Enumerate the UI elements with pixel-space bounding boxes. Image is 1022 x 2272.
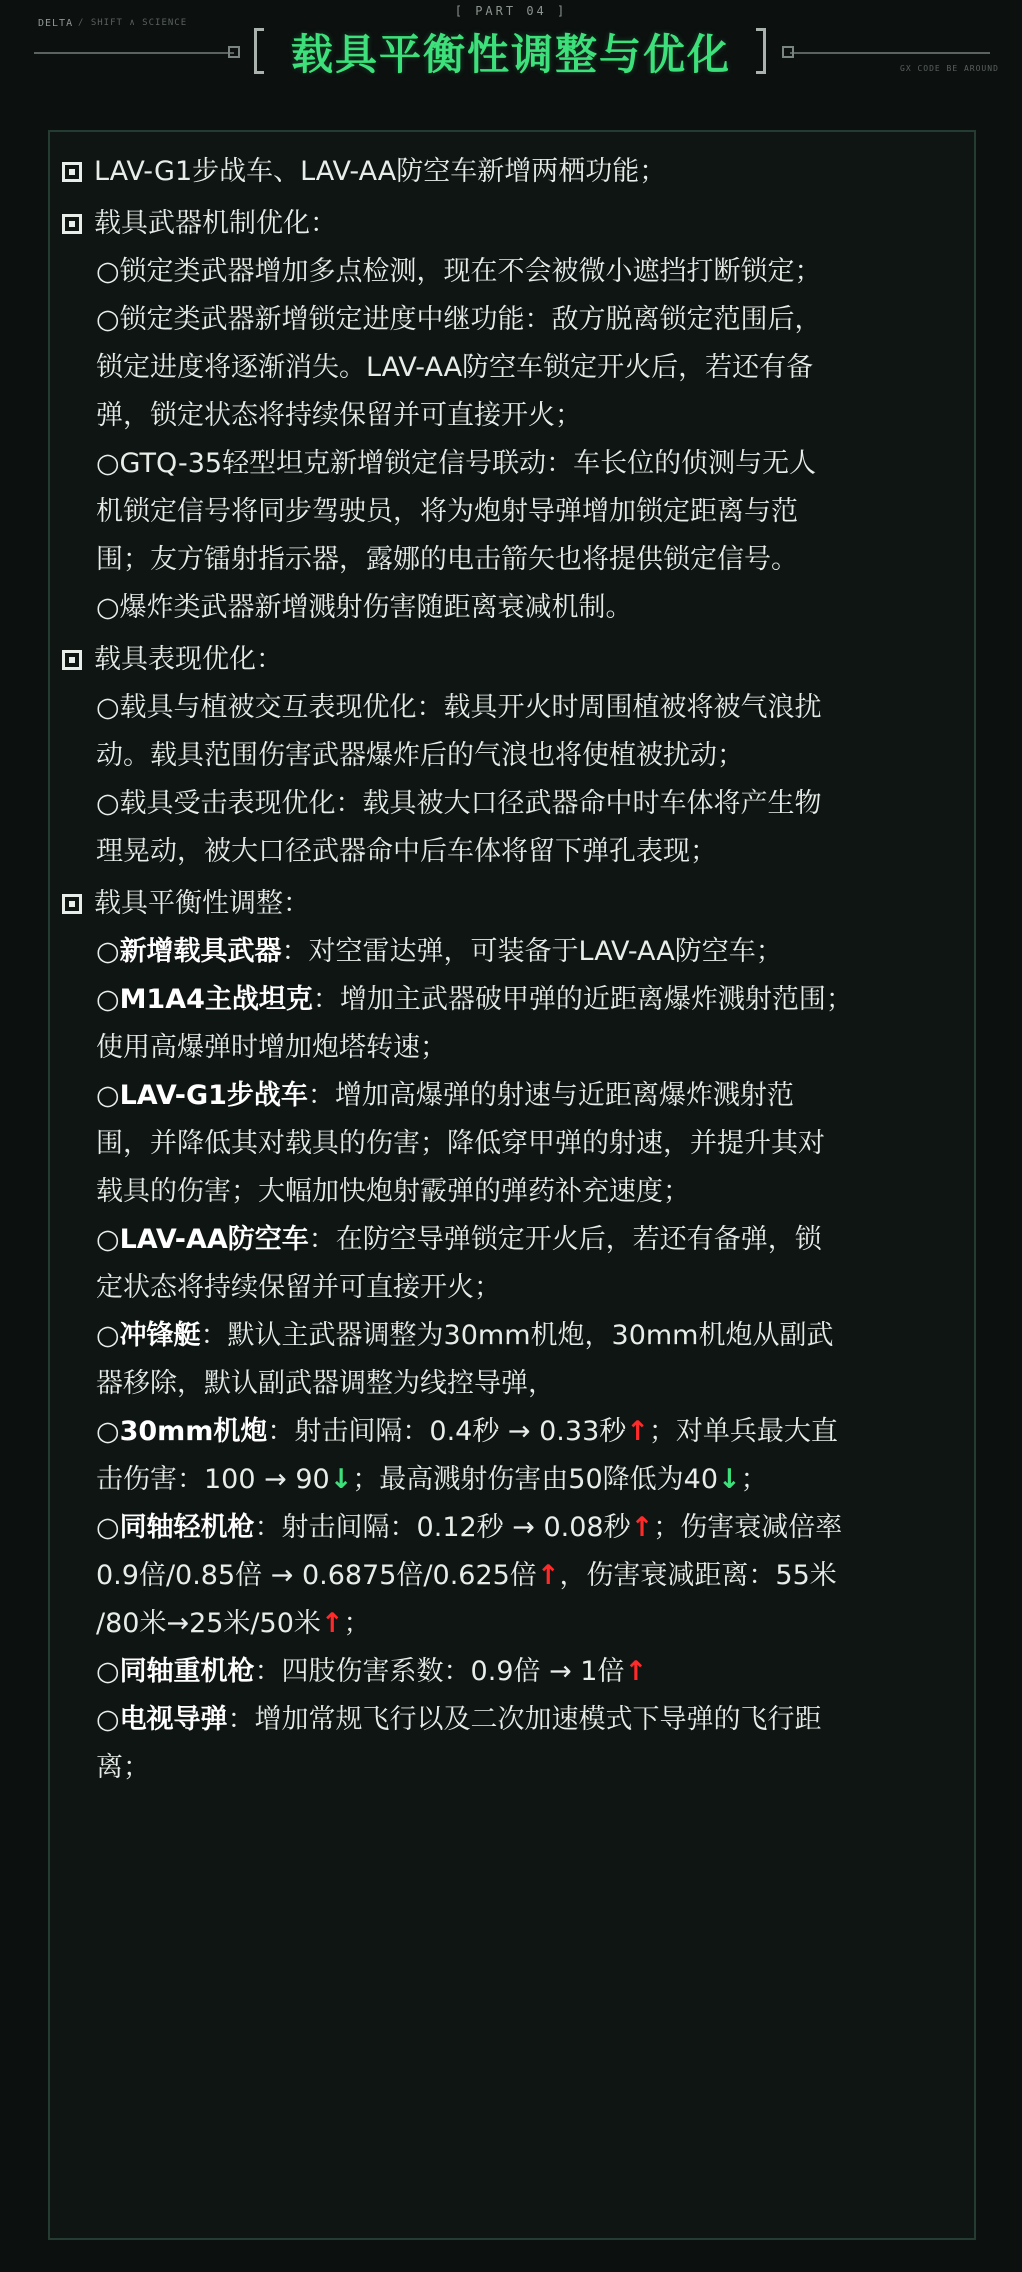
section-amphibious <box>62 148 962 196</box>
list-item-continued: 围；友方镭射指示器，露娜的电击箭矢也将提供锁定信号。 <box>96 544 798 575</box>
list-item-continued: 定状态将持续保留并可直接开火； <box>96 1272 501 1303</box>
item-text: ：射击间隔：0.4秒 → 0.33秒 <box>267 1416 627 1447</box>
item-heading: 新增载具武器 <box>119 936 282 967</box>
list-item: ○锁定类武器新增锁定进度中继功能：敌方脱离锁定范围后， <box>96 304 822 335</box>
arrow-up-icon: ↑ <box>626 1416 649 1447</box>
section-title: 载具平衡性调整： <box>94 888 310 919</box>
brand-subtitle: / SHIFT ∧ SCIENCE <box>78 18 188 28</box>
arrow-down-icon: ↓ <box>718 1464 741 1495</box>
list-item-continued: 动。载具范围伤害武器爆炸后的气浪也将使植被扰动； <box>96 740 744 771</box>
arrow-up-icon: ↑ <box>536 1560 560 1591</box>
list-item <box>62 1408 962 1456</box>
item-text: ；伤害衰减倍率 <box>653 1512 843 1543</box>
section-title: LAV-G1步战车、LAV-AA防空车新增两栖功能； <box>94 156 667 187</box>
list-item <box>62 1504 962 1552</box>
list-item <box>62 928 962 976</box>
corner-text: GX CODE BE AROUND <box>900 64 999 73</box>
list-item-continued: 载具的伤害；大幅加快炮射霰弹的弹药补充速度； <box>96 1176 690 1207</box>
arrow-up-icon: ↑ <box>630 1512 654 1543</box>
circle-icon: ○ <box>96 1512 120 1543</box>
item-text: ； <box>740 1464 768 1495</box>
item-text: ，伤害衰减距离：55米 <box>559 1560 837 1591</box>
section-vehicle-visuals <box>62 636 962 684</box>
item-text: ：四肢伤害系数：0.9倍 → 1倍 <box>254 1656 625 1687</box>
list-item: ○锁定类武器增加多点检测，现在不会被微小遮挡打断锁定； <box>96 256 822 287</box>
section-title: 载具表现优化： <box>94 644 283 675</box>
page-header <box>0 0 1022 110</box>
list-item-continued: 使用高爆弹时增加炮塔转速； <box>96 1032 447 1063</box>
list-item-continued <box>62 1600 962 1648</box>
circle-icon: ○ <box>96 1416 120 1447</box>
arrow-up-icon: ↑ <box>320 1608 344 1639</box>
list-item-continued: 弹，锁定状态将持续保留并可直接开火； <box>96 400 582 431</box>
circle-icon: ○ <box>96 1320 120 1351</box>
item-heading: LAV-G1步战车 <box>119 1080 308 1111</box>
list-item: ○爆炸类武器新增溅射伤害随距离衰减机制。 <box>96 592 633 623</box>
item-text: ：默认主武器调整为30mm机炮，30mm机炮从副武 <box>200 1320 834 1351</box>
list-item <box>62 1696 962 1744</box>
square-bullet-icon <box>62 650 82 670</box>
list-item <box>62 1216 962 1264</box>
list-item: ○载具与植被交互表现优化：载具开火时周围植被将被气浪扰 <box>96 692 822 723</box>
item-heading: 冲锋艇 <box>119 1320 201 1351</box>
item-heading: LAV-AA防空车 <box>119 1224 309 1255</box>
list-item-continued: 离； <box>96 1752 150 1783</box>
content <box>62 148 962 1792</box>
circle-icon: ○ <box>96 1704 120 1735</box>
section-weapon-mechanics <box>62 200 962 248</box>
item-text: ；最高溅射伤害由50降低为40 <box>352 1464 719 1495</box>
square-bullet-icon <box>62 214 82 234</box>
section-title: 载具武器机制优化： <box>94 208 337 239</box>
list-item-continued <box>62 1456 962 1504</box>
item-text: 0.9倍/0.85倍 → 0.6875倍/0.625倍 <box>96 1560 537 1591</box>
item-text: ：对空雷达弹，可装备于LAV-AA防空车； <box>281 936 783 967</box>
square-bullet-icon <box>62 162 82 182</box>
part-label: [ PART 04 ] <box>454 4 568 18</box>
list-item <box>62 1648 962 1696</box>
circle-icon: ○ <box>96 1656 120 1687</box>
list-item: ○载具受击表现优化：载具被大口径武器命中时车体将产生物 <box>96 788 822 819</box>
circle-icon: ○ <box>96 984 120 1015</box>
circle-icon: ○ <box>96 1080 120 1111</box>
item-text: ：增加常规飞行以及二次加速模式下导弹的飞行距 <box>227 1704 822 1735</box>
item-heading: 同轴轻机枪 <box>119 1512 255 1543</box>
list-item-continued: 理晃动，被大口径武器命中后车体将留下弹孔表现； <box>96 836 717 867</box>
list-item-continued: 器移除，默认副武器调整为线控导弹， <box>96 1368 555 1399</box>
item-heading: M1A4主战坦克 <box>119 984 313 1015</box>
list-item-continued: 锁定进度将逐渐消失。LAV-AA防空车锁定开火后，若还有备 <box>96 352 814 383</box>
section-vehicle-balance <box>62 880 962 928</box>
item-text: ；对单兵最大直 <box>648 1416 838 1447</box>
item-text: ：增加主武器破甲弹的近距离爆炸溅射范围； <box>312 984 853 1015</box>
item-heading: 电视导弹 <box>119 1704 228 1735</box>
square-bullet-icon <box>62 894 82 914</box>
item-heading: 30mm机炮 <box>119 1416 268 1447</box>
brand-label: DELTA <box>38 18 74 29</box>
circle-icon: ○ <box>96 1224 120 1255</box>
list-item <box>62 1072 962 1120</box>
list-item <box>62 976 962 1024</box>
item-text: ：在防空导弹锁定开火后，若还有备弹，锁 <box>308 1224 822 1255</box>
item-text: 击伤害：100 → 90 <box>96 1464 330 1495</box>
list-item: ○GTQ-35轻型坦克新增锁定信号联动：车长位的侦测与无人 <box>96 448 817 479</box>
list-item <box>62 1312 962 1360</box>
item-text: ； <box>343 1608 371 1639</box>
list-item-continued: 机锁定信号将同步驾驶员，将为炮射导弹增加锁定距离与范 <box>96 496 798 527</box>
item-heading: 同轴重机枪 <box>119 1656 255 1687</box>
circle-icon: ○ <box>96 936 120 967</box>
item-text: ：射击间隔：0.12秒 → 0.08秒 <box>254 1512 631 1543</box>
list-item-continued: 围，并降低其对载具的伤害；降低穿甲弹的射速，并提升其对 <box>96 1128 825 1159</box>
list-item-continued <box>62 1552 962 1600</box>
page-title: 载具平衡性调整与优化 <box>290 30 731 79</box>
item-text: /80米→25米/50米 <box>96 1608 321 1639</box>
arrow-down-icon: ↓ <box>329 1464 353 1495</box>
item-text: ：增加高爆弹的射速与近距离爆炸溅射范 <box>307 1080 794 1111</box>
arrow-up-icon: ↑ <box>624 1656 648 1687</box>
